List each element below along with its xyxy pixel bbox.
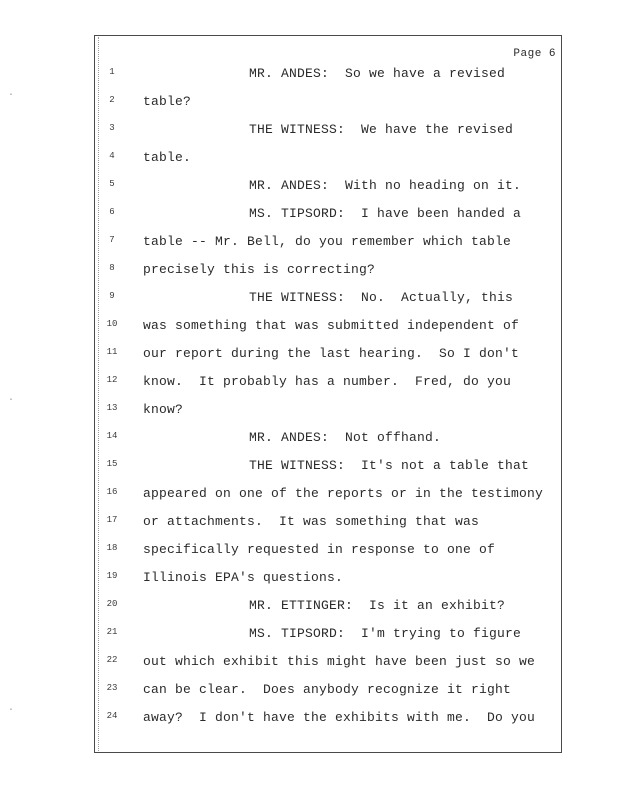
line-number: 2 — [109, 95, 115, 105]
transcript-line — [0, 622, 618, 650]
line-text: precisely this is correcting? — [143, 262, 376, 277]
line-text: our report during the last hearing. So I don't — [143, 346, 520, 361]
line-number: 8 — [109, 263, 115, 273]
line-number: 20 — [106, 599, 118, 609]
line-text: MS. TIPSORD: I'm trying to figure — [249, 626, 522, 641]
transcript-line — [0, 202, 618, 230]
line-text: can be clear. Does anybody recognize it right — [143, 682, 512, 697]
transcript-line — [0, 342, 618, 370]
transcript-line — [0, 594, 618, 622]
line-text: or attachments. It was something that was — [143, 514, 480, 529]
transcript-line — [0, 510, 618, 538]
line-number: 15 — [106, 459, 118, 469]
scan-artifact: · — [8, 90, 15, 101]
line-number: 12 — [106, 375, 118, 385]
transcript-line — [0, 538, 618, 566]
line-number: 10 — [106, 319, 118, 329]
transcript-line — [0, 482, 618, 510]
line-number: 21 — [106, 627, 118, 637]
transcript-line — [0, 258, 618, 286]
line-text: was something that was submitted independent of — [143, 318, 520, 333]
line-text: Illinois EPA's questions. — [143, 570, 344, 585]
line-number: 14 — [106, 431, 118, 441]
line-text: know. It probably has a number. Fred, do you — [143, 374, 512, 389]
transcript-line — [0, 90, 618, 118]
transcript-line — [0, 566, 618, 594]
line-number: 5 — [109, 179, 115, 189]
line-text: THE WITNESS: No. Actually, this — [249, 290, 514, 305]
transcript-line — [0, 314, 618, 342]
scan-artifact: · — [8, 395, 15, 406]
line-number: 18 — [106, 543, 118, 553]
line-text: know? — [143, 402, 184, 417]
line-text: specifically requested in response to one of — [143, 542, 496, 557]
line-text: table -- Mr. Bell, do you remember which table — [143, 234, 512, 249]
line-number: 23 — [106, 683, 118, 693]
line-number: 11 — [106, 347, 118, 357]
line-text: table? — [143, 94, 192, 109]
transcript-line — [0, 286, 618, 314]
line-number: 19 — [106, 571, 118, 581]
line-number: 9 — [109, 291, 115, 301]
transcript-line — [0, 454, 618, 482]
line-number: 17 — [106, 515, 118, 525]
transcript-line — [0, 230, 618, 258]
line-number: 22 — [106, 655, 118, 665]
line-text: MR. ANDES: So we have a revised — [249, 66, 506, 81]
line-number: 7 — [109, 235, 115, 245]
line-text: out which exhibit this might have been just so we — [143, 654, 536, 669]
transcript-line — [0, 118, 618, 146]
line-number: 13 — [106, 403, 118, 413]
transcript-lines — [0, 62, 618, 734]
page-number: Page 6 — [513, 48, 556, 60]
line-text: table. — [143, 150, 192, 165]
transcript-line — [0, 174, 618, 202]
line-text: MR. ANDES: With no heading on it. — [249, 178, 522, 193]
line-text: MR. ETTINGER: Is it an exhibit? — [249, 598, 506, 613]
line-number: 1 — [109, 67, 115, 77]
line-text: appeared on one of the reports or in the testimony — [143, 486, 544, 501]
transcript-line — [0, 426, 618, 454]
line-number: 3 — [109, 123, 115, 133]
transcript-line — [0, 370, 618, 398]
transcript-line — [0, 706, 618, 734]
line-text: THE WITNESS: We have the revised — [249, 122, 514, 137]
transcript-line — [0, 650, 618, 678]
transcript-line — [0, 678, 618, 706]
line-number: 4 — [109, 151, 115, 161]
scan-artifact: · — [8, 705, 15, 716]
line-text: MR. ANDES: Not offhand. — [249, 430, 442, 445]
line-text: MS. TIPSORD: I have been handed a — [249, 206, 522, 221]
transcript-line — [0, 62, 618, 90]
line-number: 24 — [106, 711, 118, 721]
line-text: THE WITNESS: It's not a table that — [249, 458, 530, 473]
transcript-line — [0, 146, 618, 174]
line-number: 16 — [106, 487, 118, 497]
line-number: 6 — [109, 207, 115, 217]
line-text: away? I don't have the exhibits with me. Do you — [143, 710, 536, 725]
transcript-line — [0, 398, 618, 426]
